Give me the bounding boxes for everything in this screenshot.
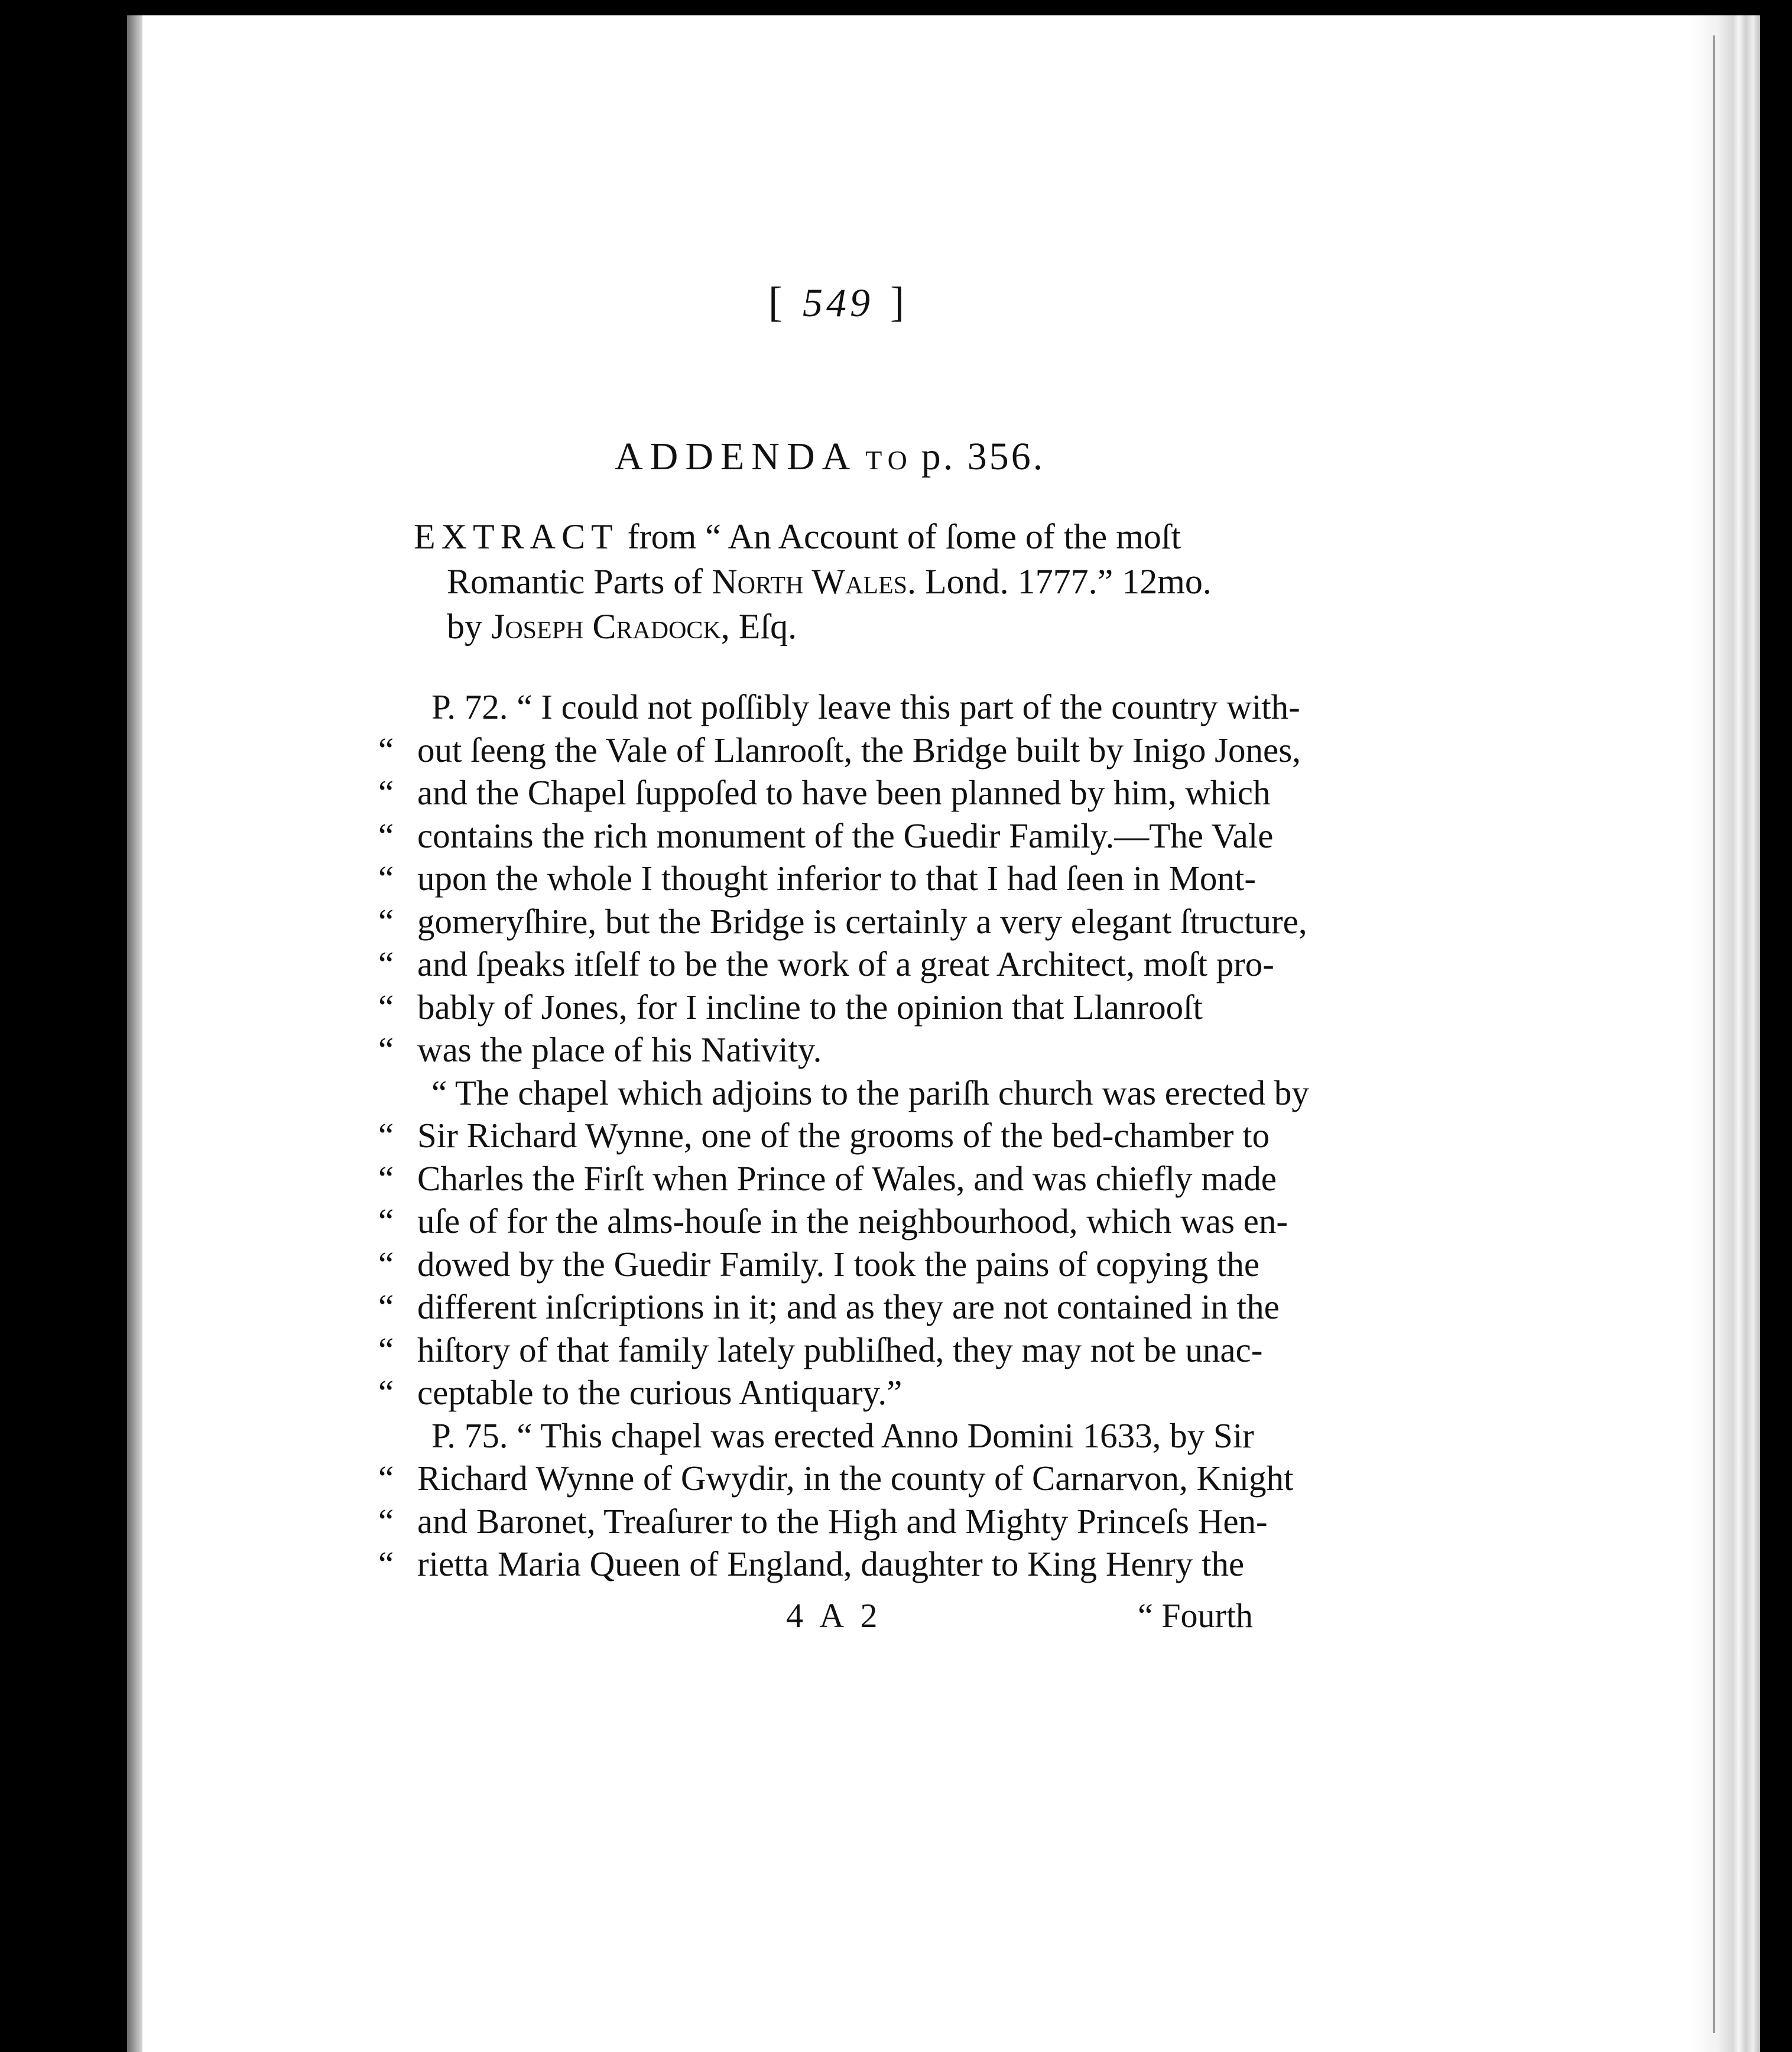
extract-author-name: Joseph Cradock, — [491, 607, 730, 646]
body-line — [378, 1157, 1288, 1200]
book-spine-shadow — [127, 15, 142, 2052]
body-line: P. 72. “ I could not poſſibly leave this part of the country with- — [431, 687, 1300, 726]
body-line — [378, 986, 1288, 1029]
body-line-text: and ſpeaks itſelf to be the work of a great Architect, moſt pro- — [417, 944, 1274, 983]
extract-lead-word: EXTRACT — [414, 517, 619, 556]
body-line — [378, 1243, 1288, 1286]
quote-mark: “ — [378, 1158, 394, 1198]
body-line — [378, 857, 1288, 900]
body-line — [378, 1457, 1294, 1500]
body-line: “ The chapel which adjoins to the pariſh church was erected by — [431, 1073, 1309, 1112]
scan-frame-right — [1760, 0, 1792, 2052]
body-line-text: was the place of his Nativity. — [417, 1030, 822, 1069]
body-line — [378, 1500, 1288, 1543]
body-line-text: rietta Maria Queen of England, daughter to King Henry the — [417, 1544, 1245, 1583]
quote-mark: “ — [378, 1116, 394, 1155]
addenda-to: TO — [865, 445, 913, 475]
addenda-heading — [615, 434, 1045, 479]
extract-heading — [414, 514, 1277, 649]
body-line: P. 75. “ This chapel was erected Anno Domini 1633, by Sir — [431, 1415, 1254, 1455]
extract-line-1 — [414, 514, 1277, 559]
body-line — [378, 900, 1307, 943]
body-line-text: gomeryſhire, but the Bridge is certainly a very elegant ſtructure, — [417, 901, 1307, 941]
body-line-text: bably of Jones, for I incline to the opinion that Llanrooſt — [417, 987, 1203, 1027]
quote-mark: “ — [378, 987, 394, 1027]
body-line — [378, 1543, 1288, 1586]
addenda-word: ADDENDA — [615, 435, 858, 478]
body-line — [378, 771, 1288, 814]
body-line-text: hiſtory of that family lately publiſhed, they may not be unac- — [417, 1330, 1263, 1369]
quote-mark: “ — [378, 944, 394, 983]
body-line — [378, 1028, 1288, 1072]
quote-mark: “ — [378, 901, 394, 941]
scan-frame-left — [0, 0, 127, 2052]
body-line — [378, 943, 1288, 986]
body-line — [378, 1371, 1288, 1414]
body-text — [378, 686, 1309, 1586]
page-edges — [1689, 15, 1760, 2052]
quote-mark: “ — [378, 1459, 394, 1498]
extract-line-3-b: Eſq. — [729, 607, 797, 646]
extract-place-name: North Wales. — [712, 562, 916, 601]
body-line-text: dowed by the Guedir Family. I took the pains of copying the — [417, 1244, 1260, 1284]
scan-frame-top — [0, 0, 1792, 15]
catchword: “ Fourth — [1138, 1596, 1253, 1635]
body-line-text: different inſcriptions in it; and as they are not contained in the — [417, 1287, 1280, 1326]
addenda-page-ref: p. 356. — [921, 435, 1046, 478]
quote-mark: “ — [378, 1244, 394, 1284]
body-line-text: and the Chapel ſuppoſed to have been planned by him, which — [417, 773, 1271, 812]
body-line-text: and Baronet, Treaſurer to the High and Mighty Princeſs Hen- — [417, 1501, 1268, 1541]
page-number-value: 549 — [802, 280, 874, 325]
quote-mark: “ — [378, 1330, 394, 1369]
quote-mark: “ — [378, 730, 394, 770]
body-line — [378, 1114, 1288, 1157]
page-number — [768, 278, 908, 327]
extract-line-2-a: Romantic Parts of — [447, 562, 703, 601]
body-line — [378, 1329, 1288, 1372]
body-line-text: contains the rich monument of the Guedir Family.—The Vale — [417, 816, 1274, 855]
quote-mark: “ — [378, 859, 394, 898]
body-line — [378, 729, 1301, 772]
quote-mark: “ — [378, 1544, 394, 1583]
signature-mark: 4 A 2 — [786, 1596, 882, 1635]
body-line-text: Sir Richard Wynne, one of the grooms of the bed-chamber to — [417, 1116, 1270, 1155]
body-line-text: Richard Wynne of Gwydir, in the county of Carnarvon, Knight — [417, 1459, 1294, 1498]
body-line-text: ceptable to the curious Antiquary.” — [417, 1373, 903, 1412]
body-line-text: Charles the Firſt when Prince of Wales, and was chiefly made — [417, 1158, 1277, 1198]
body-line — [378, 1285, 1288, 1329]
extract-line-2-b: Lond. 1777.” 12mo. — [916, 562, 1212, 601]
page-number-bracket-close: ] — [889, 278, 908, 326]
quote-mark: “ — [378, 816, 394, 855]
extract-line-2 — [414, 559, 1277, 604]
body-line-text: out ſeeng the Vale of Llanrooſt, the Bridge built by Inigo Jones, — [417, 730, 1301, 770]
quote-mark: “ — [378, 1030, 394, 1069]
body-line — [378, 814, 1288, 858]
body-line — [378, 1200, 1288, 1243]
extract-line-1-text: from “ An Account of ſome of the moſt — [627, 517, 1181, 556]
quote-mark: “ — [378, 1287, 394, 1326]
page-number-bracket-open: [ — [768, 278, 786, 326]
quote-mark: “ — [378, 773, 394, 812]
quote-mark: “ — [378, 1202, 394, 1241]
body-line-text: uſe of for the alms-houſe in the neighbourhood, which was en- — [417, 1202, 1288, 1241]
page-edge-line — [1713, 35, 1715, 2033]
body-line-text: upon the whole I thought inferior to that I had ſeen in Mont- — [417, 859, 1256, 898]
quote-mark: “ — [378, 1373, 394, 1412]
quote-mark: “ — [378, 1501, 394, 1541]
extract-line-3-a: by — [447, 607, 482, 646]
extract-line-3 — [414, 604, 1277, 649]
